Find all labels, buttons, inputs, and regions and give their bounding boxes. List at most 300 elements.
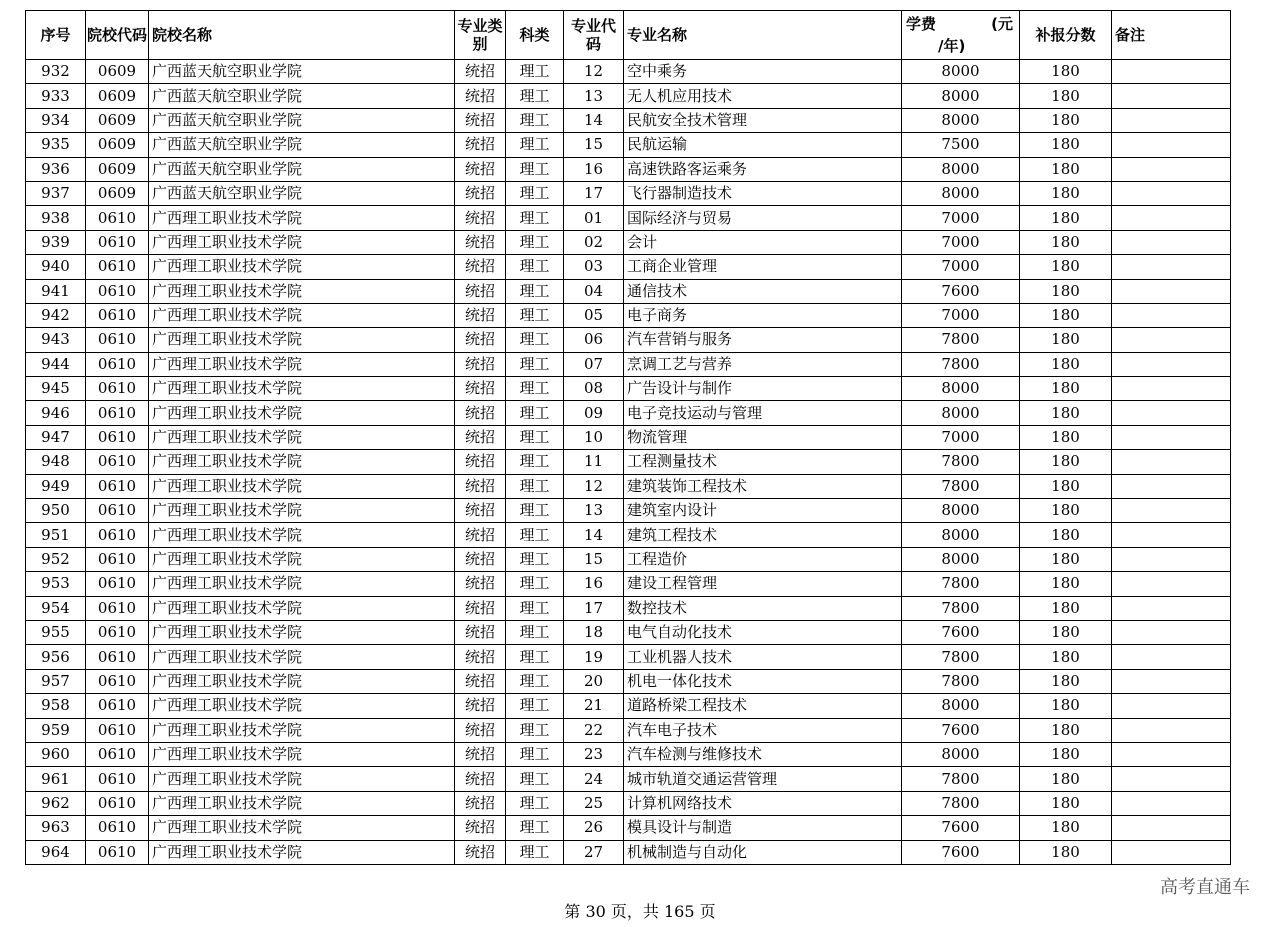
cell-school-code: 0610 xyxy=(86,767,149,791)
cell-fee: 7800 xyxy=(902,645,1020,669)
cell-seq: 939 xyxy=(26,230,86,254)
cell-school-name: 广西理工职业技术学院 xyxy=(149,767,455,791)
cell-school-code: 0609 xyxy=(86,84,149,108)
cell-school-code: 0609 xyxy=(86,181,149,205)
cell-major-code: 07 xyxy=(564,352,624,376)
cell-school-code: 0610 xyxy=(86,816,149,840)
cell-major-type: 统招 xyxy=(455,401,506,425)
cell-remark xyxy=(1112,255,1231,279)
header-school-code: 院校代码 xyxy=(86,11,149,60)
cell-major-name: 工商企业管理 xyxy=(624,255,902,279)
cell-remark xyxy=(1112,303,1231,327)
cell-major-type: 统招 xyxy=(455,840,506,864)
cell-fee: 7000 xyxy=(902,255,1020,279)
cell-score: 180 xyxy=(1020,645,1112,669)
cell-major-name: 数控技术 xyxy=(624,596,902,620)
cell-major-name: 道路桥梁工程技术 xyxy=(624,694,902,718)
cell-major-name: 飞行器制造技术 xyxy=(624,181,902,205)
cell-school-code: 0610 xyxy=(86,377,149,401)
table-row xyxy=(26,181,1231,205)
cell-subject: 理工 xyxy=(506,279,564,303)
cell-score: 180 xyxy=(1020,694,1112,718)
cell-major-type: 统招 xyxy=(455,352,506,376)
cell-major-name: 机电一体化技术 xyxy=(624,669,902,693)
cell-fee: 7800 xyxy=(902,767,1020,791)
header-fee xyxy=(902,11,1020,60)
cell-school-name: 广西理工职业技术学院 xyxy=(149,230,455,254)
cell-school-code: 0610 xyxy=(86,718,149,742)
cell-seq: 937 xyxy=(26,181,86,205)
cell-school-code: 0610 xyxy=(86,425,149,449)
cell-major-type: 统招 xyxy=(455,669,506,693)
cell-major-name: 空中乘务 xyxy=(624,60,902,84)
cell-seq: 933 xyxy=(26,84,86,108)
cell-remark xyxy=(1112,279,1231,303)
cell-remark xyxy=(1112,352,1231,376)
cell-remark xyxy=(1112,718,1231,742)
cell-subject: 理工 xyxy=(506,425,564,449)
cell-major-name: 烹调工艺与营养 xyxy=(624,352,902,376)
table-row xyxy=(26,572,1231,596)
cell-major-code: 25 xyxy=(564,791,624,815)
cell-major-code: 15 xyxy=(564,133,624,157)
cell-score: 180 xyxy=(1020,620,1112,644)
cell-remark xyxy=(1112,791,1231,815)
cell-remark xyxy=(1112,108,1231,132)
cell-major-code: 16 xyxy=(564,572,624,596)
cell-subject: 理工 xyxy=(506,450,564,474)
cell-major-code: 26 xyxy=(564,816,624,840)
cell-school-code: 0610 xyxy=(86,230,149,254)
cell-school-name: 广西理工职业技术学院 xyxy=(149,694,455,718)
cell-school-code: 0610 xyxy=(86,694,149,718)
cell-fee: 8000 xyxy=(902,60,1020,84)
cell-major-name: 国际经济与贸易 xyxy=(624,206,902,230)
cell-remark xyxy=(1112,377,1231,401)
cell-school-name: 广西理工职业技术学院 xyxy=(149,547,455,571)
cell-school-name: 广西理工职业技术学院 xyxy=(149,572,455,596)
cell-school-name: 广西理工职业技术学院 xyxy=(149,450,455,474)
cell-major-code: 17 xyxy=(564,596,624,620)
cell-school-code: 0610 xyxy=(86,450,149,474)
cell-major-code: 06 xyxy=(564,328,624,352)
cell-major-name: 高速铁路客运乘务 xyxy=(624,157,902,181)
cell-major-name: 建筑室内设计 xyxy=(624,499,902,523)
cell-score: 180 xyxy=(1020,547,1112,571)
cell-school-name: 广西理工职业技术学院 xyxy=(149,206,455,230)
cell-seq: 932 xyxy=(26,60,86,84)
cell-major-type: 统招 xyxy=(455,230,506,254)
cell-school-name: 广西理工职业技术学院 xyxy=(149,840,455,864)
cell-seq: 941 xyxy=(26,279,86,303)
cell-major-name: 通信技术 xyxy=(624,279,902,303)
cell-school-name: 广西理工职业技术学院 xyxy=(149,352,455,376)
table-row xyxy=(26,108,1231,132)
cell-school-code: 0610 xyxy=(86,572,149,596)
cell-remark xyxy=(1112,547,1231,571)
cell-major-type: 统招 xyxy=(455,206,506,230)
cell-score: 180 xyxy=(1020,791,1112,815)
cell-major-type: 统招 xyxy=(455,450,506,474)
cell-major-type: 统招 xyxy=(455,279,506,303)
cell-school-name: 广西理工职业技术学院 xyxy=(149,718,455,742)
cell-major-type: 统招 xyxy=(455,108,506,132)
table-row xyxy=(26,328,1231,352)
cell-major-code: 01 xyxy=(564,206,624,230)
header-major-code: 专业代码 xyxy=(564,11,624,60)
cell-remark xyxy=(1112,596,1231,620)
cell-school-code: 0610 xyxy=(86,742,149,766)
cell-subject: 理工 xyxy=(506,742,564,766)
cell-score: 180 xyxy=(1020,742,1112,766)
cell-school-code: 0610 xyxy=(86,352,149,376)
cell-major-name: 工程造价 xyxy=(624,547,902,571)
cell-major-code: 14 xyxy=(564,108,624,132)
cell-school-name: 广西理工职业技术学院 xyxy=(149,303,455,327)
cell-score: 180 xyxy=(1020,718,1112,742)
cell-score: 180 xyxy=(1020,474,1112,498)
cell-seq: 950 xyxy=(26,499,86,523)
cell-school-code: 0610 xyxy=(86,547,149,571)
header-remark: 备注 xyxy=(1112,11,1231,60)
cell-score: 180 xyxy=(1020,669,1112,693)
cell-school-name: 广西理工职业技术学院 xyxy=(149,620,455,644)
cell-major-code: 17 xyxy=(564,181,624,205)
table-row xyxy=(26,206,1231,230)
cell-major-code: 10 xyxy=(564,425,624,449)
table-row xyxy=(26,230,1231,254)
cell-score: 180 xyxy=(1020,377,1112,401)
cell-remark xyxy=(1112,425,1231,449)
cell-remark xyxy=(1112,620,1231,644)
table-row xyxy=(26,547,1231,571)
cell-seq: 947 xyxy=(26,425,86,449)
cell-school-code: 0609 xyxy=(86,157,149,181)
cell-fee: 7600 xyxy=(902,718,1020,742)
cell-remark xyxy=(1112,572,1231,596)
cell-major-code: 08 xyxy=(564,377,624,401)
cell-seq: 955 xyxy=(26,620,86,644)
header-seq: 序号 xyxy=(26,11,86,60)
cell-major-name: 工程测量技术 xyxy=(624,450,902,474)
cell-score: 180 xyxy=(1020,328,1112,352)
header-fee-label: 学费 xyxy=(906,15,937,33)
table-row xyxy=(26,303,1231,327)
cell-fee: 7000 xyxy=(902,425,1020,449)
cell-major-name: 模具设计与制造 xyxy=(624,816,902,840)
cell-school-name: 广西理工职业技术学院 xyxy=(149,523,455,547)
cell-major-type: 统招 xyxy=(455,742,506,766)
cell-school-name: 广西理工职业技术学院 xyxy=(149,279,455,303)
cell-score: 180 xyxy=(1020,352,1112,376)
table-row xyxy=(26,133,1231,157)
cell-school-code: 0610 xyxy=(86,645,149,669)
cell-subject: 理工 xyxy=(506,791,564,815)
cell-subject: 理工 xyxy=(506,816,564,840)
cell-major-type: 统招 xyxy=(455,255,506,279)
cell-major-code: 13 xyxy=(564,84,624,108)
cell-major-code: 09 xyxy=(564,401,624,425)
cell-major-code: 13 xyxy=(564,499,624,523)
table-row xyxy=(26,499,1231,523)
table-row xyxy=(26,450,1231,474)
cell-seq: 936 xyxy=(26,157,86,181)
cell-remark xyxy=(1112,450,1231,474)
cell-score: 180 xyxy=(1020,279,1112,303)
cell-major-name: 民航安全技术管理 xyxy=(624,108,902,132)
cell-major-name: 民航运输 xyxy=(624,133,902,157)
cell-school-name: 广西理工职业技术学院 xyxy=(149,742,455,766)
cell-school-name: 广西蓝天航空职业学院 xyxy=(149,108,455,132)
cell-remark xyxy=(1112,84,1231,108)
table-row xyxy=(26,279,1231,303)
cell-subject: 理工 xyxy=(506,230,564,254)
cell-major-type: 统招 xyxy=(455,718,506,742)
cell-seq: 948 xyxy=(26,450,86,474)
table-row xyxy=(26,645,1231,669)
cell-score: 180 xyxy=(1020,84,1112,108)
cell-major-type: 统招 xyxy=(455,377,506,401)
cell-subject: 理工 xyxy=(506,157,564,181)
cell-major-type: 统招 xyxy=(455,620,506,644)
header-fee-unit: (元 xyxy=(991,15,1013,33)
cell-school-name: 广西理工职业技术学院 xyxy=(149,669,455,693)
cell-major-code: 02 xyxy=(564,230,624,254)
cell-fee: 8000 xyxy=(902,694,1020,718)
cell-fee: 7800 xyxy=(902,352,1020,376)
cell-school-code: 0610 xyxy=(86,620,149,644)
table-row xyxy=(26,620,1231,644)
table-row xyxy=(26,60,1231,84)
cell-school-code: 0610 xyxy=(86,279,149,303)
cell-school-code: 0610 xyxy=(86,791,149,815)
cell-major-name: 城市轨道交通运营管理 xyxy=(624,767,902,791)
cell-fee: 8000 xyxy=(902,401,1020,425)
header-subject: 科类 xyxy=(506,11,564,60)
cell-fee: 7800 xyxy=(902,328,1020,352)
cell-fee: 8000 xyxy=(902,157,1020,181)
cell-major-name: 电子竞技运动与管理 xyxy=(624,401,902,425)
table-row xyxy=(26,401,1231,425)
cell-remark xyxy=(1112,328,1231,352)
cell-subject: 理工 xyxy=(506,572,564,596)
cell-major-name: 会计 xyxy=(624,230,902,254)
table-row xyxy=(26,84,1231,108)
cell-school-name: 广西理工职业技术学院 xyxy=(149,377,455,401)
cell-major-name: 汽车营销与服务 xyxy=(624,328,902,352)
cell-major-code: 27 xyxy=(564,840,624,864)
cell-score: 180 xyxy=(1020,255,1112,279)
cell-remark xyxy=(1112,60,1231,84)
cell-fee: 7500 xyxy=(902,133,1020,157)
cell-score: 180 xyxy=(1020,596,1112,620)
cell-seq: 945 xyxy=(26,377,86,401)
cell-major-code: 03 xyxy=(564,255,624,279)
cell-fee: 8000 xyxy=(902,108,1020,132)
cell-remark xyxy=(1112,474,1231,498)
cell-score: 180 xyxy=(1020,840,1112,864)
cell-score: 180 xyxy=(1020,230,1112,254)
cell-seq: 960 xyxy=(26,742,86,766)
cell-fee: 7800 xyxy=(902,596,1020,620)
cell-seq: 956 xyxy=(26,645,86,669)
cell-fee: 7600 xyxy=(902,840,1020,864)
cell-score: 180 xyxy=(1020,303,1112,327)
cell-seq: 958 xyxy=(26,694,86,718)
cell-seq: 957 xyxy=(26,669,86,693)
cell-subject: 理工 xyxy=(506,499,564,523)
cell-major-type: 统招 xyxy=(455,694,506,718)
cell-major-code: 12 xyxy=(564,60,624,84)
cell-school-name: 广西理工职业技术学院 xyxy=(149,791,455,815)
cell-school-name: 广西理工职业技术学院 xyxy=(149,645,455,669)
cell-school-code: 0610 xyxy=(86,523,149,547)
cell-school-code: 0609 xyxy=(86,60,149,84)
cell-school-name: 广西蓝天航空职业学院 xyxy=(149,157,455,181)
cell-seq: 963 xyxy=(26,816,86,840)
cell-subject: 理工 xyxy=(506,377,564,401)
cell-remark xyxy=(1112,767,1231,791)
cell-school-code: 0610 xyxy=(86,596,149,620)
cell-subject: 理工 xyxy=(506,694,564,718)
cell-major-type: 统招 xyxy=(455,328,506,352)
admissions-table xyxy=(25,10,1231,865)
cell-fee: 7800 xyxy=(902,572,1020,596)
cell-major-type: 统招 xyxy=(455,499,506,523)
cell-major-type: 统招 xyxy=(455,60,506,84)
cell-subject: 理工 xyxy=(506,523,564,547)
cell-major-name: 广告设计与制作 xyxy=(624,377,902,401)
cell-school-name: 广西蓝天航空职业学院 xyxy=(149,181,455,205)
cell-major-name: 无人机应用技术 xyxy=(624,84,902,108)
cell-major-type: 统招 xyxy=(455,84,506,108)
cell-subject: 理工 xyxy=(506,303,564,327)
cell-score: 180 xyxy=(1020,816,1112,840)
cell-fee: 8000 xyxy=(902,499,1020,523)
cell-remark xyxy=(1112,181,1231,205)
cell-school-code: 0610 xyxy=(86,206,149,230)
cell-fee: 7600 xyxy=(902,620,1020,644)
cell-school-code: 0610 xyxy=(86,474,149,498)
cell-subject: 理工 xyxy=(506,596,564,620)
cell-major-name: 汽车检测与维修技术 xyxy=(624,742,902,766)
cell-subject: 理工 xyxy=(506,669,564,693)
cell-major-code: 24 xyxy=(564,767,624,791)
cell-score: 180 xyxy=(1020,572,1112,596)
cell-remark xyxy=(1112,206,1231,230)
cell-seq: 951 xyxy=(26,523,86,547)
cell-school-name: 广西理工职业技术学院 xyxy=(149,474,455,498)
cell-fee: 8000 xyxy=(902,84,1020,108)
header-major-name: 专业名称 xyxy=(624,11,902,60)
table-row xyxy=(26,157,1231,181)
cell-major-name: 物流管理 xyxy=(624,425,902,449)
cell-school-name: 广西理工职业技术学院 xyxy=(149,425,455,449)
cell-major-type: 统招 xyxy=(455,181,506,205)
cell-school-code: 0610 xyxy=(86,328,149,352)
cell-major-code: 18 xyxy=(564,620,624,644)
cell-school-code: 0610 xyxy=(86,303,149,327)
cell-major-type: 统招 xyxy=(455,474,506,498)
cell-subject: 理工 xyxy=(506,645,564,669)
cell-subject: 理工 xyxy=(506,206,564,230)
cell-score: 180 xyxy=(1020,108,1112,132)
table-row xyxy=(26,742,1231,766)
cell-major-code: 16 xyxy=(564,157,624,181)
cell-major-name: 电子商务 xyxy=(624,303,902,327)
cell-school-name: 广西理工职业技术学院 xyxy=(149,499,455,523)
cell-remark xyxy=(1112,230,1231,254)
cell-remark xyxy=(1112,742,1231,766)
table-row xyxy=(26,352,1231,376)
cell-subject: 理工 xyxy=(506,620,564,644)
cell-major-code: 04 xyxy=(564,279,624,303)
header-score: 补报分数 xyxy=(1020,11,1112,60)
cell-fee: 7000 xyxy=(902,303,1020,327)
cell-fee: 7800 xyxy=(902,669,1020,693)
cell-major-name: 建筑装饰工程技术 xyxy=(624,474,902,498)
cell-school-code: 0610 xyxy=(86,401,149,425)
cell-fee: 8000 xyxy=(902,377,1020,401)
cell-school-name: 广西理工职业技术学院 xyxy=(149,255,455,279)
cell-major-name: 计算机网络技术 xyxy=(624,791,902,815)
cell-remark xyxy=(1112,157,1231,181)
cell-fee: 7800 xyxy=(902,474,1020,498)
cell-fee: 8000 xyxy=(902,523,1020,547)
cell-remark xyxy=(1112,840,1231,864)
cell-seq: 942 xyxy=(26,303,86,327)
table-row xyxy=(26,840,1231,864)
cell-subject: 理工 xyxy=(506,133,564,157)
header-school-name: 院校名称 xyxy=(149,11,455,60)
table-row xyxy=(26,377,1231,401)
cell-remark xyxy=(1112,401,1231,425)
cell-major-code: 11 xyxy=(564,450,624,474)
table-row xyxy=(26,523,1231,547)
cell-school-code: 0610 xyxy=(86,255,149,279)
header-fee-per-year: /年) xyxy=(938,37,966,55)
cell-fee: 8000 xyxy=(902,181,1020,205)
cell-school-name: 广西理工职业技术学院 xyxy=(149,328,455,352)
cell-major-type: 统招 xyxy=(455,133,506,157)
cell-seq: 964 xyxy=(26,840,86,864)
cell-seq: 938 xyxy=(26,206,86,230)
cell-score: 180 xyxy=(1020,133,1112,157)
cell-seq: 943 xyxy=(26,328,86,352)
cell-subject: 理工 xyxy=(506,840,564,864)
cell-remark xyxy=(1112,499,1231,523)
cell-seq: 946 xyxy=(26,401,86,425)
cell-fee: 7000 xyxy=(902,206,1020,230)
cell-fee: 7600 xyxy=(902,279,1020,303)
table-row xyxy=(26,669,1231,693)
cell-major-name: 电气自动化技术 xyxy=(624,620,902,644)
cell-seq: 944 xyxy=(26,352,86,376)
cell-major-type: 统招 xyxy=(455,425,506,449)
cell-major-code: 12 xyxy=(564,474,624,498)
cell-seq: 934 xyxy=(26,108,86,132)
cell-score: 180 xyxy=(1020,60,1112,84)
cell-major-code: 19 xyxy=(564,645,624,669)
cell-seq: 940 xyxy=(26,255,86,279)
page-footer: 第 30 页，共 165 页 xyxy=(564,902,716,921)
cell-seq: 952 xyxy=(26,547,86,571)
cell-subject: 理工 xyxy=(506,181,564,205)
cell-fee: 8000 xyxy=(902,547,1020,571)
cell-school-code: 0610 xyxy=(86,499,149,523)
cell-school-code: 0610 xyxy=(86,669,149,693)
cell-score: 180 xyxy=(1020,206,1112,230)
